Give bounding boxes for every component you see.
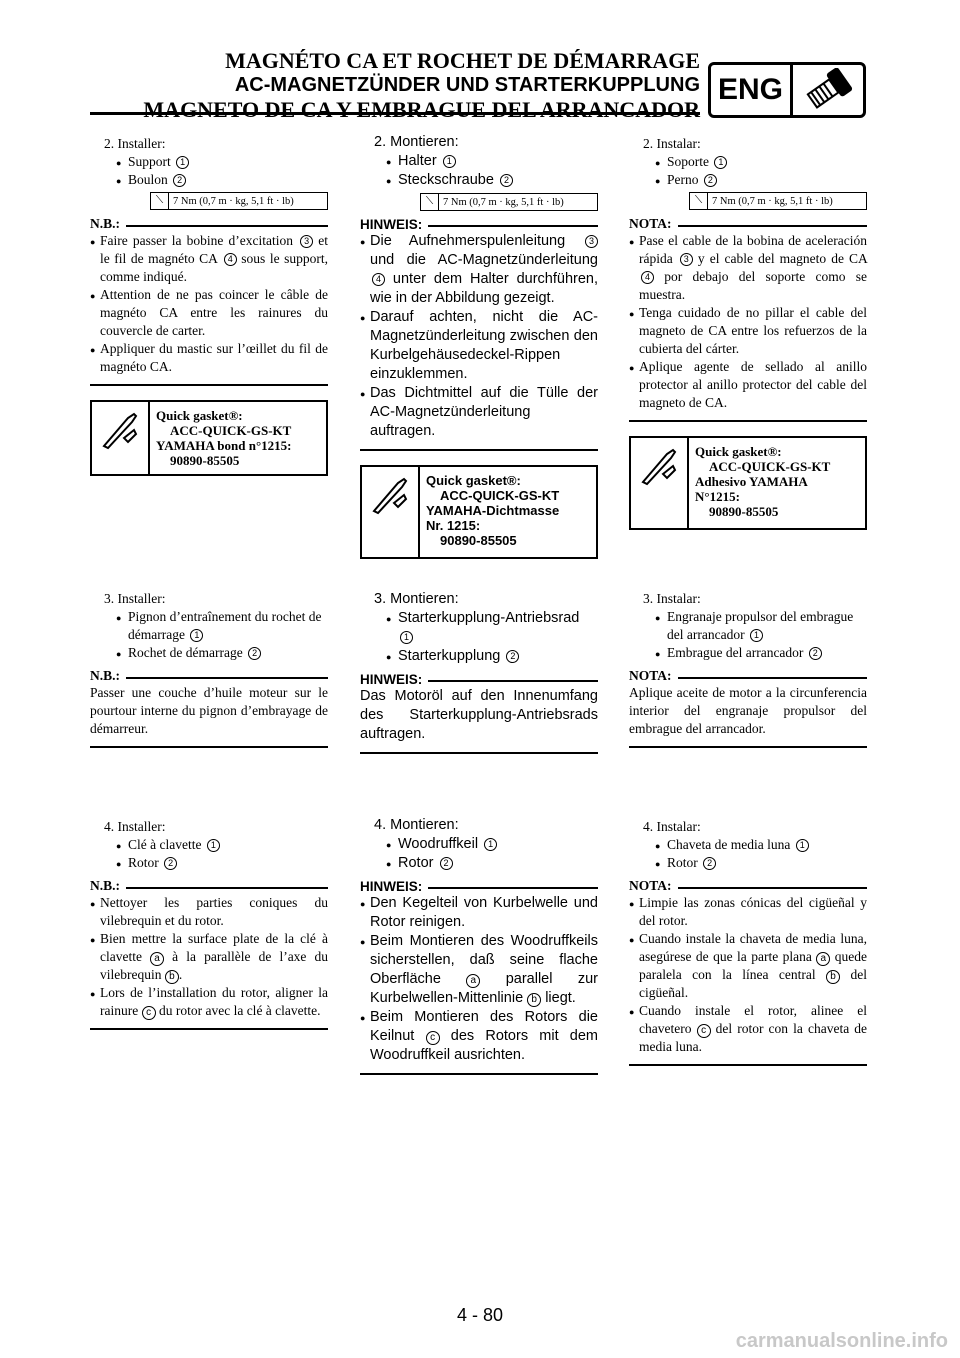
header-title-de: AC-MAGNETZÜNDER UND STARTERKUPPLUNG — [234, 74, 700, 96]
note-item: ● Cuando instale la chaveta de media luna, asegúrese de que la parte plana a quede paralela con la línea central b del cigüeñal. — [629, 930, 867, 1002]
note-header: N.B.: — [90, 668, 328, 684]
note-end-rule — [90, 1028, 328, 1030]
step-3-es — [629, 590, 867, 748]
note-header: HINWEIS: — [360, 879, 598, 894]
note-header: HINWEIS: — [360, 217, 598, 232]
note-item: ● Die Aufnehmerspulenleitung 3 und die AC-Magnetzünderleitung 4 unter dem Halter durchführen, wie in der Abbildung gezeigt. — [360, 232, 598, 308]
step-4-fr — [90, 818, 328, 1030]
note-item: ● Faire passer la bobine d’excitation 3 et le fil de magnéto CA 4 sous le support, comme indiqué. — [90, 232, 328, 286]
step-title: 2. Installer: — [104, 136, 166, 151]
list-item: ● Clé à clavette 1 — [90, 836, 328, 854]
note-item: ● Den Kegelteil von Kurbelwelle und Rotor reinigen. — [360, 894, 598, 932]
wrench-icon: ⟍ — [690, 193, 708, 209]
list-item: ● Soporte 1 — [629, 153, 867, 171]
step-4-es — [629, 818, 867, 1066]
bolt-icon — [793, 65, 863, 115]
list-item: ● Starterkupplung-Antriebsrad 1 — [360, 609, 598, 647]
step-title: 3. Installer: — [104, 591, 166, 606]
sealant-tool-icon — [362, 467, 420, 557]
page-header — [130, 48, 700, 122]
sealant-box — [629, 436, 867, 530]
list-item: ● Perno 2 — [629, 171, 867, 189]
step-4-de — [360, 816, 598, 1075]
section-badge-label: ENG — [711, 65, 793, 115]
step-2-fr — [90, 135, 328, 476]
note-item: ● Das Dichtmittel auf die Tülle der AC-Magnetzünderleitung auftragen. — [360, 384, 598, 441]
note-header: N.B.: — [90, 216, 328, 232]
note-end-rule — [360, 449, 598, 451]
step-title: 2. Instalar: — [643, 136, 701, 151]
page-number: 4 - 80 — [456, 1305, 504, 1325]
note-end-rule — [629, 746, 867, 748]
sealant-box — [90, 400, 328, 476]
step-title: 3. Montieren: — [374, 591, 459, 607]
note-item: ● Cuando instale el rotor, alinee el chavetero c del rotor con la chaveta de media luna. — [629, 1002, 867, 1056]
sealant-text: Quick gasket®: ACC-QUICK-GS-KT YAMAHA bond n°1215: 90890-85505 — [156, 408, 292, 468]
note-end-rule — [360, 1073, 598, 1075]
sealant-text: Quick gasket®: ACC-QUICK-GS-KT Adhesivo YAMAHA N°1215: 90890-85505 — [695, 444, 831, 519]
list-item: ● Engranaje propulsor del embrague del arrancador 1 — [629, 608, 867, 644]
watermark: carmanualsonline.info — [735, 1330, 948, 1352]
list-item: ● Woodruffkeil 1 — [360, 835, 598, 854]
list-item: ● Halter 1 — [360, 152, 598, 171]
section-badge — [708, 62, 866, 118]
list-item: ● Steckschraube 2 — [360, 171, 598, 190]
list-item: ● Boulon 2 — [90, 171, 328, 189]
note-item: ● Lors de l’installation du rotor, aligner la rainure c du rotor avec la clé à clavette. — [90, 984, 328, 1020]
note-header: HINWEIS: — [360, 672, 598, 687]
step-title: 4. Instalar: — [643, 819, 701, 834]
torque-spec: ⟍ 7 Nm (0,7 m · kg, 5,1 ft · lb) — [150, 192, 328, 210]
list-item: ● Support 1 — [90, 153, 328, 171]
sealant-text: Quick gasket®: ACC-QUICK-GS-KT YAMAHA-Dichtmasse Nr. 1215: 90890-85505 — [426, 473, 560, 548]
list-item: ● Chaveta de media luna 1 — [629, 836, 867, 854]
note-item: ● Limpie las zonas cónicas del cigüeñal y del rotor. — [629, 894, 867, 930]
header-rule — [90, 112, 700, 115]
wrench-icon: ⟍ — [151, 193, 169, 209]
note-item: ● Beim Montieren des Rotors die Keilnut c des Rotors mit dem Woodruffkeil ausrichten. — [360, 1008, 598, 1065]
sealant-box — [360, 465, 598, 559]
note-end-rule — [90, 384, 328, 386]
torque-spec: ⟍ 7 Nm (0,7 m · kg, 5,1 ft · lb) — [689, 192, 867, 210]
list-item: ● Pignon d’entraînement du rochet de démarrage 1 — [90, 608, 328, 644]
note-text: Passer une couche d’huile moteur sur le pourtour interne du pignon d’embrayage de démarreur. — [90, 685, 328, 736]
wrench-icon: ⟍ — [421, 194, 439, 210]
note-end-rule — [629, 1064, 867, 1066]
list-item: ● Rotor 2 — [629, 854, 867, 872]
note-text: Das Motoröl auf den Innenumfang des Starterkupplung-Antriebsrads auftragen. — [360, 688, 598, 742]
list-item: ● Rochet de démarrage 2 — [90, 644, 328, 662]
list-item: ● Embrague del arrancador 2 — [629, 644, 867, 662]
note-header: NOTA: — [629, 668, 867, 684]
step-2-de — [360, 133, 598, 559]
note-item: ● Tenga cuidado de no pillar el cable del magneto de CA entre los refuerzos de la cubierta del cárter. — [629, 304, 867, 358]
note-end-rule — [90, 746, 328, 748]
step-title: 3. Instalar: — [643, 591, 701, 606]
torque-spec: ⟍ 7 Nm (0,7 m · kg, 5,1 ft · lb) — [420, 193, 598, 211]
step-title: 2. Montieren: — [374, 134, 459, 150]
step-3-fr — [90, 590, 328, 748]
note-item: ● Bien mettre la surface plate de la clé à clavette a à la parallèle de l’axe du vilebrequin b . — [90, 930, 328, 984]
note-text: Aplique aceite de motor a la circunferencia interior del engranaje propulsor del embrague del arrancador. — [629, 685, 867, 736]
list-item: ● Rotor 2 — [360, 854, 598, 873]
step-title: 4. Montieren: — [374, 817, 459, 833]
step-title: 4. Installer: — [104, 819, 166, 834]
list-item: ● Starterkupplung 2 — [360, 647, 598, 666]
note-item: ● Pase el cable de la bobina de aceleración rápida 3 y el cable del magneto de CA 4 por debajo del soporte como se muestra. — [629, 232, 867, 304]
note-item: ● Darauf achten, nicht die AC-Magnetzünderleitung zwischen den Kurbelgehäusedeckel-Rippen einzuklemmen. — [360, 308, 598, 384]
note-end-rule — [360, 752, 598, 754]
note-item: ● Attention de ne pas coincer le câble de magnéto CA entre les rainures du couvercle de carter. — [90, 286, 328, 340]
note-item: ● Beim Montieren des Woodruffkeils sicherstellen, daß seine flache Oberfläche a parallel zur Kurbelwellen-Mittenlinie b liegt. — [360, 932, 598, 1008]
header-title-es: MAGNETO DE CA Y EMBRAGUE DEL ARRANCADOR — [143, 97, 700, 122]
note-end-rule — [629, 420, 867, 422]
note-item: ● Nettoyer les parties coniques du vilebrequin et du rotor. — [90, 894, 328, 930]
step-2-es — [629, 135, 867, 530]
list-item: ● Rotor 2 — [90, 854, 328, 872]
step-3-de — [360, 590, 598, 754]
note-item: ● Aplique agente de sellado al anillo protector al anillo protector del cable del magneto de CA. — [629, 358, 867, 412]
note-header: NOTA: — [629, 216, 867, 232]
sealant-tool-icon — [92, 402, 150, 474]
note-item: ● Appliquer du mastic sur l’œillet du fil de magnéto CA. — [90, 340, 328, 376]
header-title-fr: MAGNÉTO CA ET ROCHET DE DÉMARRAGE — [225, 48, 700, 73]
note-header: N.B.: — [90, 878, 328, 894]
note-header: NOTA: — [629, 878, 867, 894]
sealant-tool-icon — [631, 438, 689, 528]
